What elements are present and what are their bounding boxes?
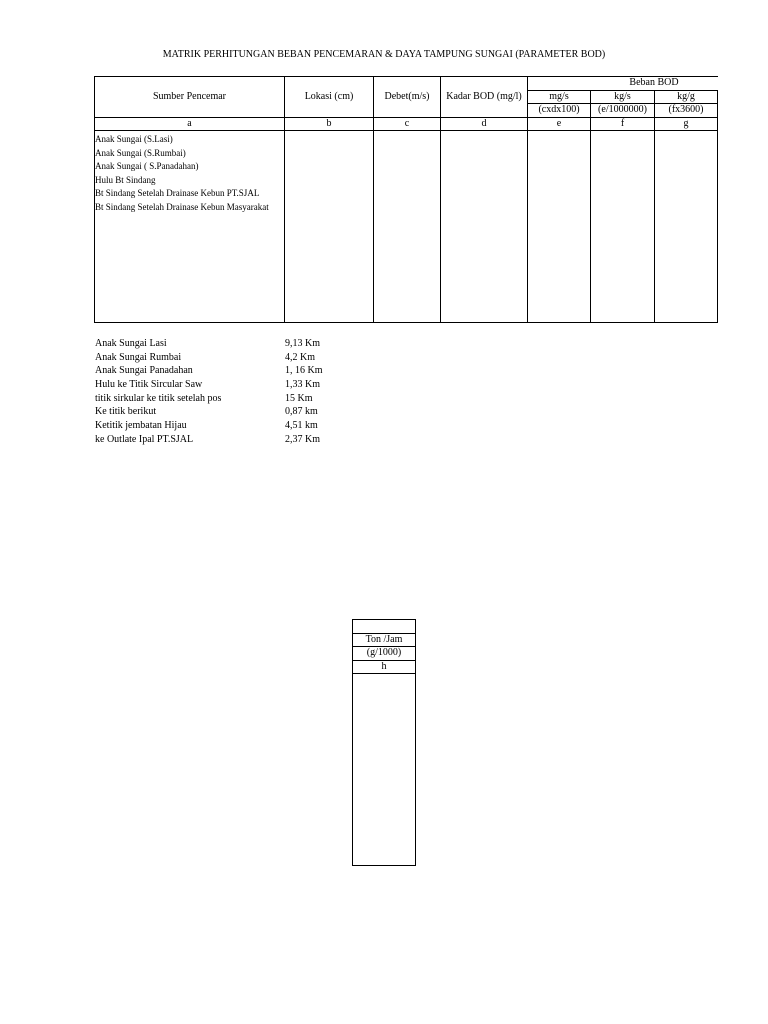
table-border-top-left xyxy=(94,76,527,77)
header-ton-jam: Ton /Jam xyxy=(365,634,403,645)
distance-name: titik sirkular ke titik setelah pos xyxy=(95,392,222,404)
distance-value: 2,37 Km xyxy=(285,433,320,445)
col-divider-c xyxy=(373,76,374,322)
table-border-right xyxy=(717,90,718,322)
column-letter: f xyxy=(620,118,625,129)
column-letter: b xyxy=(326,118,332,129)
pollution-source-list xyxy=(95,133,269,215)
header-kadar-bod: Kadar BOD (mg/l) xyxy=(446,91,522,102)
header-lokasi: Lokasi (cm) xyxy=(304,91,354,102)
column-letter: g xyxy=(683,118,689,129)
distance-name: Hulu ke Titik Sircular Saw xyxy=(95,379,203,391)
column-letter: h xyxy=(381,661,387,672)
column-letter: e xyxy=(556,118,562,129)
formula-kgs: (e/1000000) xyxy=(598,104,647,115)
table-border-bottom xyxy=(94,322,718,323)
pollution-source-item: Anak Sungai (S.Lasi) xyxy=(95,134,173,144)
distance-name: Anak Sungai Panadahan xyxy=(95,365,193,377)
distance-value: 1, 16 Km xyxy=(285,365,323,377)
distance-name: Anak Sungai Lasi xyxy=(95,338,167,349)
distance-value: 0,87 km xyxy=(285,406,318,418)
pollution-source-item: Bt Sindang Setelah Drainase Kebun Masyarakat xyxy=(95,201,269,212)
distance-value: 1,33 Km xyxy=(285,379,320,391)
pollution-source-item: Hulu Bt Sindang xyxy=(95,174,156,185)
table-border-top-beban xyxy=(527,76,718,77)
table-border-bottom xyxy=(352,865,416,866)
col-divider-d xyxy=(440,76,441,322)
pollution-source-item: Anak Sungai ( S.Panadahan) xyxy=(95,161,199,172)
header-debet: Debet(m/s) xyxy=(384,91,430,102)
distance-value: 4,51 km xyxy=(285,420,318,432)
column-letter: c xyxy=(404,118,410,129)
header-kgg: kg/g xyxy=(677,91,695,102)
header-kgs: kg/s xyxy=(614,91,631,102)
col-divider-b xyxy=(284,76,285,322)
pollution-source-item: Bt Sindang Setelah Drainase Kebun PT.SJAL xyxy=(95,188,260,199)
distance-value: 9,13 Km xyxy=(285,338,320,349)
header-mgs: mg/s xyxy=(549,91,569,102)
pollution-source-item: Anak Sungai (S.Rumbai) xyxy=(95,147,186,158)
page-title: MATRIK PERHITUNGAN BEBAN PENCEMARAN & DAYA TAMPUNG SUNGAI (PARAMETER BOD) xyxy=(162,49,606,60)
distance-name: ke Outlate Ipal PT.SJAL xyxy=(95,433,194,445)
row-divider xyxy=(352,673,416,674)
distance-name: Ketitik jembatan Hijau xyxy=(95,420,187,432)
column-letter: d xyxy=(481,118,487,129)
formula-mgs: (cxdx100) xyxy=(538,104,580,115)
distance-name: Ke titik berikut xyxy=(95,406,157,418)
table-border-right xyxy=(415,619,416,865)
column-letter: a xyxy=(187,118,192,129)
distance-name: Anak Sungai Rumbai xyxy=(95,351,182,363)
formula-h: (g/1000) xyxy=(366,647,402,658)
header-sumber-pencemar: Sumber Pencemar xyxy=(152,91,227,102)
letter-row-bottom-line xyxy=(94,130,718,131)
distance-value: 15 Km xyxy=(285,392,313,404)
formula-kgg: (fx3600) xyxy=(668,104,704,115)
table-border-top xyxy=(352,619,416,620)
header-beban-bod: Beban BOD xyxy=(629,77,679,88)
distance-value: 4,2 Km xyxy=(285,351,315,363)
